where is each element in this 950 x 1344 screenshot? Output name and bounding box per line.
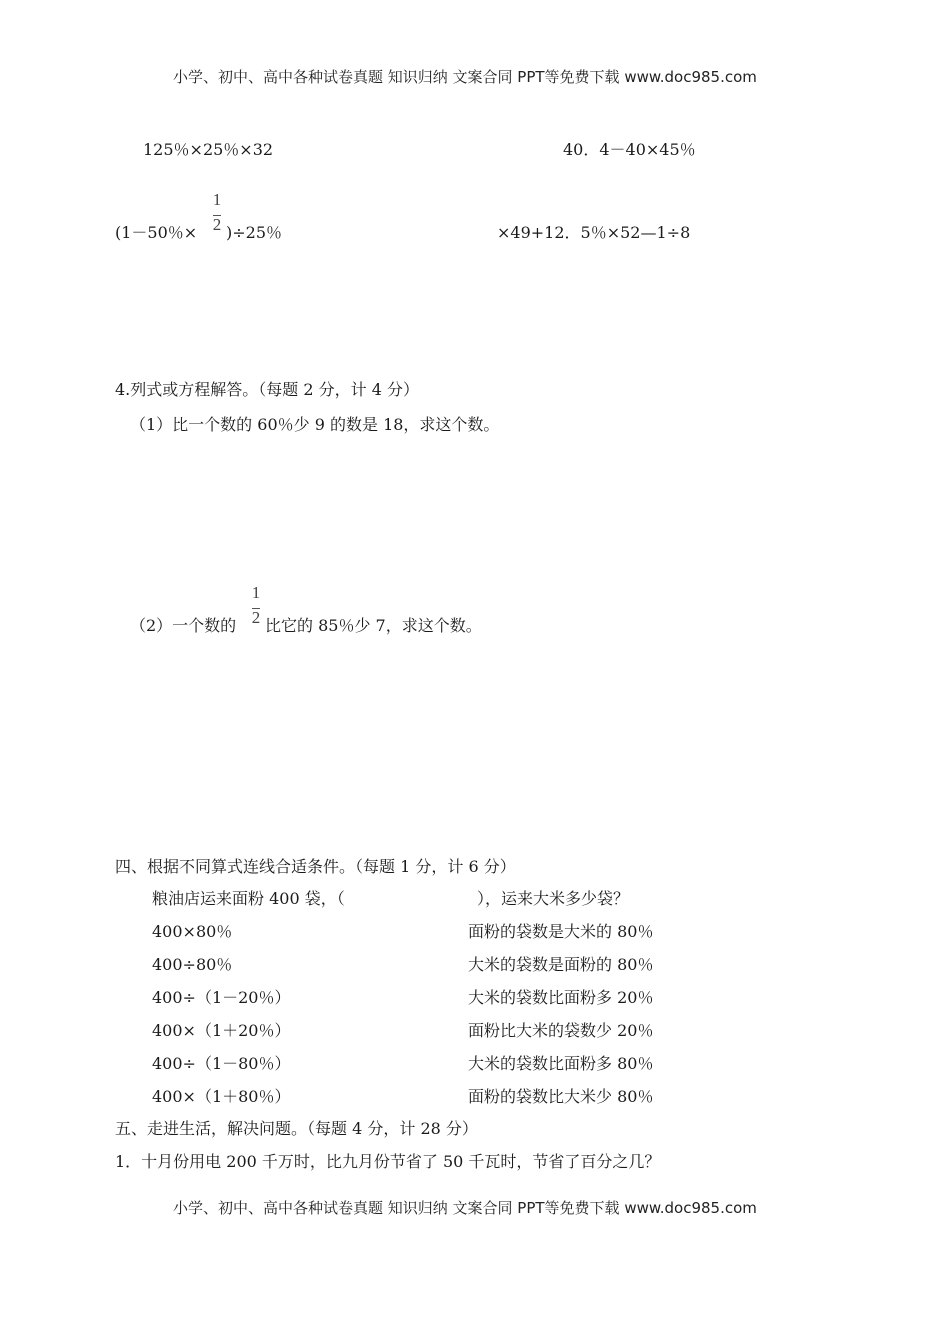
fraction-denominator: 2	[212, 215, 222, 234]
expression-2: 40．4－40×45％	[563, 140, 696, 159]
page-footer: 小学、初中、高中各种试卷真题 知识归纳 文案合同 PPT等免费下载 www.doc985.com	[173, 1199, 757, 1217]
fraction-numerator: 1	[251, 583, 261, 602]
section-4-title: 4.列式或方程解答。（每题 2 分，计 4 分）	[115, 380, 419, 399]
part-4-stem-suffix: ），运来大米多少袋？	[477, 889, 630, 908]
part-5-title: 五、走进生活，解决问题。（每题 4 分，计 28 分）	[115, 1119, 478, 1138]
condition-item: 大米的袋数是面粉的 80％	[468, 955, 654, 974]
expression-1: 125％×25％×32	[143, 140, 274, 159]
fraction-numerator: 1	[212, 190, 222, 209]
expression-4: ×49+12．5％×52—1÷8	[497, 223, 691, 242]
formula-item: 400÷（1－80％）	[152, 1054, 291, 1073]
part-4-stem-prefix: 粮油店运来面粉 400 袋，（	[152, 889, 345, 908]
expression-3-suffix: )÷25％	[226, 223, 283, 242]
fraction-denominator: 2	[251, 608, 261, 627]
formula-item: 400÷（1－20％）	[152, 988, 291, 1007]
condition-item: 大米的袋数比面粉多 80％	[468, 1054, 654, 1073]
question-5-1: 1．十月份用电 200 千万时，比九月份节省了 50 千瓦时，节省了百分之几？	[115, 1152, 661, 1171]
part-4-title: 四、根据不同算式连线合适条件。（每题 1 分，计 6 分）	[115, 857, 516, 876]
formula-item: 400÷80％	[152, 955, 233, 974]
condition-item: 面粉比大米的袋数少 20％	[468, 1021, 654, 1040]
question-4-2-suffix: 比它的 85％少 7，求这个数。	[265, 616, 482, 635]
condition-item: 大米的袋数比面粉多 20％	[468, 988, 654, 1007]
formula-item: 400×（1＋20％）	[152, 1021, 291, 1040]
formula-item: 400×80％	[152, 922, 233, 941]
condition-item: 面粉的袋数是大米的 80％	[468, 922, 654, 941]
expression-3-prefix: (1－50％×	[115, 223, 198, 242]
formula-item: 400×（1＋80％）	[152, 1087, 291, 1106]
condition-item: 面粉的袋数比大米少 80％	[468, 1087, 654, 1106]
page-header: 小学、初中、高中各种试卷真题 知识归纳 文案合同 PPT等免费下载 www.doc985.com	[173, 68, 757, 86]
question-4-1: （1）比一个数的 60％少 9 的数是 18，求这个数。	[130, 415, 500, 434]
question-4-2-prefix: （2）一个数的	[130, 616, 237, 635]
